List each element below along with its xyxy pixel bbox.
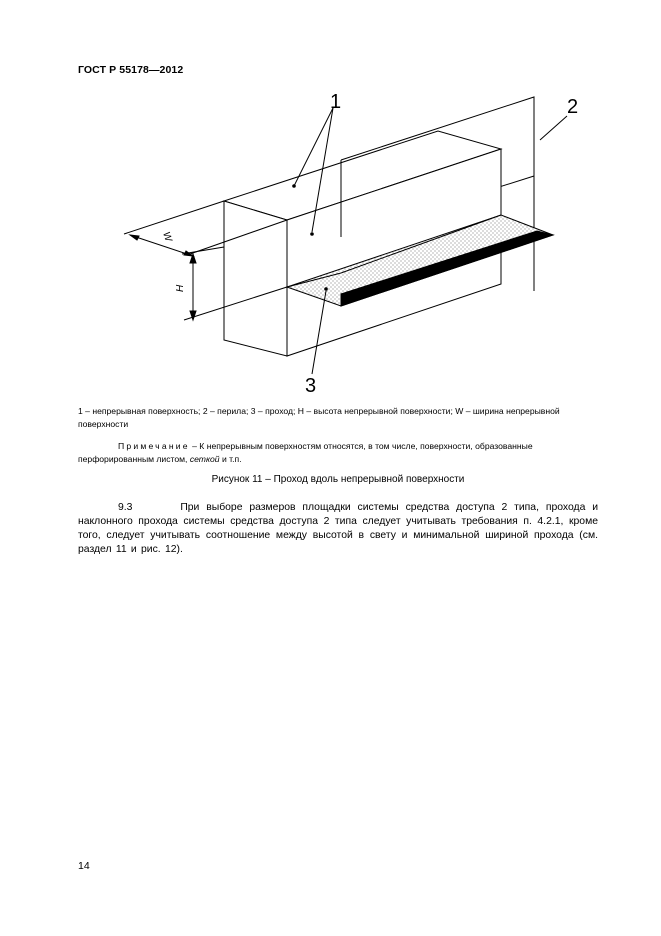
callout-2: 2 [567,96,579,118]
page-number: 14 [78,860,90,872]
h-arrow-bottom [190,311,196,320]
block-left-face [224,201,287,356]
dimension-h-label: H [175,284,186,292]
leader-3-dot [324,287,328,291]
note-text-after: и т.п. [219,454,242,464]
note-text-italic: сеткой [189,454,220,464]
figure-note [78,440,598,466]
document-header: ГОСТ Р 55178—2012 [78,64,184,76]
callout-1: 1 [330,91,342,113]
callout-3: 3 [305,375,317,397]
dimension-w-label: W [160,230,174,243]
figure-legend: 1 – непрерывная поверхность; 2 – перила; 3 – проход; H – высота непрерывной поверхности; W – ширина непрерывной поверхности [78,406,560,429]
leader-2 [540,116,567,140]
leader-1-front-dot [310,232,314,236]
extension-line-top-w [124,201,224,234]
paragraph-9-3: 9.3 При выборе размеров площадки системы средства доступа 2 типа, прохода и наклонного прохода системы средства доступа 2 типа следует учитывать требования п. 4.2.1, кроме того, следует учитывать соотношение между высотой в свету и минимальной шириной прохода (см. раздел 11 и рис. 12). [78,502,598,555]
figure-title: Рисунок 11 – Проход вдоль непрерывной поверхности [211,474,465,485]
note-text-before: – К непрерывным поверхностям относятся, в том числе, поверхности, образованные перфорированным листом, [78,441,533,464]
w-arrow-start [130,235,139,240]
leader-1-top-dot [292,184,296,188]
note-label: Примечание [118,441,190,451]
figure-11-drawing [0,0,661,400]
w-dimension-line [130,235,193,256]
